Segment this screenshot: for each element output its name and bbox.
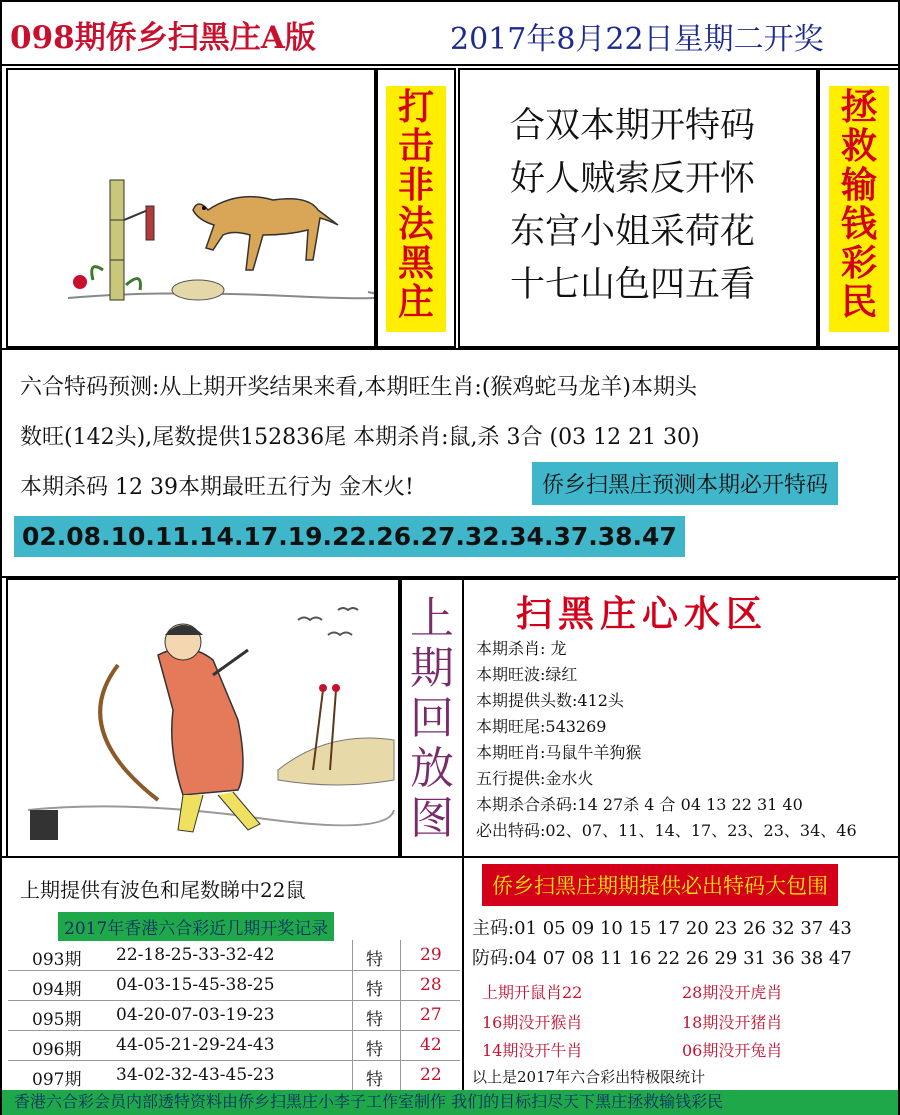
slogan-char: 输 bbox=[840, 164, 877, 206]
special-numbers: 02.08.10.11.14.17.19.22.26.27.32.34.37.38.47 bbox=[14, 516, 685, 557]
table-row bbox=[8, 970, 460, 1001]
slogan-left bbox=[386, 86, 446, 332]
history-table bbox=[2, 940, 462, 1090]
slogan-char: 击 bbox=[397, 125, 434, 167]
row-special-label: 特 bbox=[366, 1070, 383, 1090]
tip-line: 本期旺肖:马鼠牛羊狗猴 bbox=[476, 743, 642, 762]
row-period: 096期 bbox=[32, 1040, 82, 1060]
slogan-right-panel bbox=[818, 68, 900, 348]
row-numbers: 22-18-25-33-32-42 bbox=[116, 945, 275, 965]
tips-title: 扫黑庄心水区 bbox=[516, 593, 769, 635]
slogan-char: 救 bbox=[840, 125, 877, 167]
divider bbox=[2, 856, 898, 858]
tip-line: 五行提供:金水火 bbox=[476, 769, 594, 788]
tip-line: 本期杀肖: 龙 bbox=[476, 639, 567, 658]
tips-list bbox=[476, 636, 857, 844]
table-row bbox=[8, 1030, 460, 1061]
row-numbers: 04-03-15-45-38-25 bbox=[116, 975, 275, 995]
slogan-char: 非 bbox=[397, 164, 434, 206]
slogan-char: 拯 bbox=[840, 86, 877, 128]
slogan-char: 打 bbox=[397, 86, 434, 128]
row-special: 42 bbox=[420, 1035, 442, 1055]
poem-panel bbox=[458, 68, 818, 348]
draw-date: 2017年8月22日星期二开奖 bbox=[450, 22, 824, 57]
table-row bbox=[8, 1000, 460, 1031]
prediction-section bbox=[2, 348, 898, 578]
tip-line: 本期旺尾:543269 bbox=[476, 717, 607, 736]
slogan-char: 民 bbox=[840, 281, 877, 323]
prediction-label: 侨乡扫黑庄预测本期必开特码 bbox=[532, 462, 838, 505]
replay-title-char: 放 bbox=[410, 743, 454, 794]
row-period: 097期 bbox=[32, 1070, 82, 1090]
main-codes: 主码:01 05 09 10 15 17 20 23 26 32 37 43 bbox=[472, 918, 852, 939]
archer-illustration bbox=[6, 578, 400, 858]
row-special: 27 bbox=[420, 1005, 442, 1025]
row-special: 29 bbox=[420, 945, 442, 965]
slogan-char: 法 bbox=[397, 203, 434, 245]
row-special-label: 特 bbox=[366, 1040, 383, 1060]
stat-item: 16期没开猴肖 bbox=[482, 1013, 583, 1032]
row-period: 094期 bbox=[32, 980, 82, 1000]
slogan-char: 钱 bbox=[840, 203, 877, 245]
slogan-char: 黑 bbox=[397, 242, 434, 284]
tip-line: 本期提供头数:412头 bbox=[476, 691, 624, 710]
row-numbers: 04-20-07-03-19-23 bbox=[116, 1005, 275, 1025]
row-special-label: 特 bbox=[366, 950, 383, 970]
poem-line: 好人贼索反开怀 bbox=[510, 159, 756, 199]
row-special: 28 bbox=[420, 975, 442, 995]
row-period: 093期 bbox=[32, 950, 82, 970]
column-divider bbox=[352, 940, 353, 1090]
stat-item: 18期没开猪肖 bbox=[682, 1013, 783, 1032]
history-title: 2017年香港六合彩近几期开奖记录 bbox=[58, 912, 334, 941]
slogan-char: 彩 bbox=[840, 242, 877, 284]
page-title: 098期侨乡扫黑庄A版 bbox=[10, 20, 316, 56]
tip-line: 本期旺波:绿红 bbox=[476, 665, 578, 684]
header-bar bbox=[2, 2, 898, 66]
replay-title-char: 上 bbox=[410, 593, 454, 644]
slogan-left-panel bbox=[376, 68, 456, 348]
prediction-line-2: 数旺(142头),尾数提供152836尾 本期杀肖:鼠,杀 3合 (03 12 21 30) bbox=[20, 425, 700, 450]
tips-panel bbox=[464, 578, 896, 856]
replay-title-char: 回 bbox=[410, 693, 454, 744]
summary-text: 上期提供有波色和尾数睇中22鼠 bbox=[20, 878, 306, 902]
table-row bbox=[8, 1060, 460, 1090]
column-divider bbox=[400, 940, 401, 1090]
replay-title bbox=[403, 594, 461, 844]
poem-line: 东宫小姐采荷花 bbox=[510, 212, 756, 252]
poem bbox=[510, 100, 755, 312]
stat-item: 上期开鼠肖22 bbox=[482, 983, 583, 1002]
summary-banner: 侨乡扫黑庄期期提供必出特码大包围 bbox=[482, 864, 838, 906]
replay-title-char: 图 bbox=[410, 793, 454, 844]
row-period: 095期 bbox=[32, 1010, 82, 1030]
stats-note: 以上是2017年六合彩出特极限统计 bbox=[472, 1068, 706, 1086]
replay-title-panel bbox=[400, 578, 464, 858]
poem-line: 十七山色四五看 bbox=[510, 265, 756, 305]
row-numbers: 44-05-21-29-24-43 bbox=[116, 1035, 275, 1055]
row-special-label: 特 bbox=[366, 1010, 383, 1030]
row-numbers: 34-02-32-43-45-23 bbox=[116, 1065, 275, 1085]
prediction-line-3: 本期杀码 12 39本期最旺五行为 金木火! bbox=[20, 475, 414, 500]
row-special-label: 特 bbox=[366, 980, 383, 1000]
footer-banner: 香港六合彩会员内部透特资料由侨乡扫黑庄小李子工作室制作 我们的目标扫尽天下黑庄拯救输钱彩民 bbox=[2, 1090, 898, 1115]
prediction-line-1: 六合特码预测:从上期开奖结果来看,本期旺生肖:(猴鸡蛇马龙羊)本期头 bbox=[20, 375, 697, 400]
poem-line: 合双本期开特码 bbox=[510, 106, 756, 146]
guard-codes: 防码:04 07 08 11 16 22 26 29 31 36 38 47 bbox=[472, 948, 852, 969]
row-special: 22 bbox=[420, 1065, 442, 1085]
slogan-right bbox=[829, 86, 889, 332]
slogan-char: 庄 bbox=[397, 281, 434, 323]
tip-line: 必出特码:02、07、11、14、17、23、23、34、46 bbox=[476, 821, 857, 840]
replay-title-char: 期 bbox=[410, 643, 454, 694]
stat-item: 28期没开虎肖 bbox=[682, 983, 783, 1002]
divider bbox=[462, 858, 464, 1090]
dog-bamboo-illustration bbox=[6, 68, 376, 348]
tip-line: 本期杀合杀码:14 27杀 4 合 04 13 22 31 40 bbox=[476, 795, 803, 814]
stat-item: 14期没开牛肖 bbox=[482, 1041, 583, 1060]
table-row bbox=[8, 940, 460, 971]
stat-item: 06期没开兔肖 bbox=[682, 1041, 783, 1060]
